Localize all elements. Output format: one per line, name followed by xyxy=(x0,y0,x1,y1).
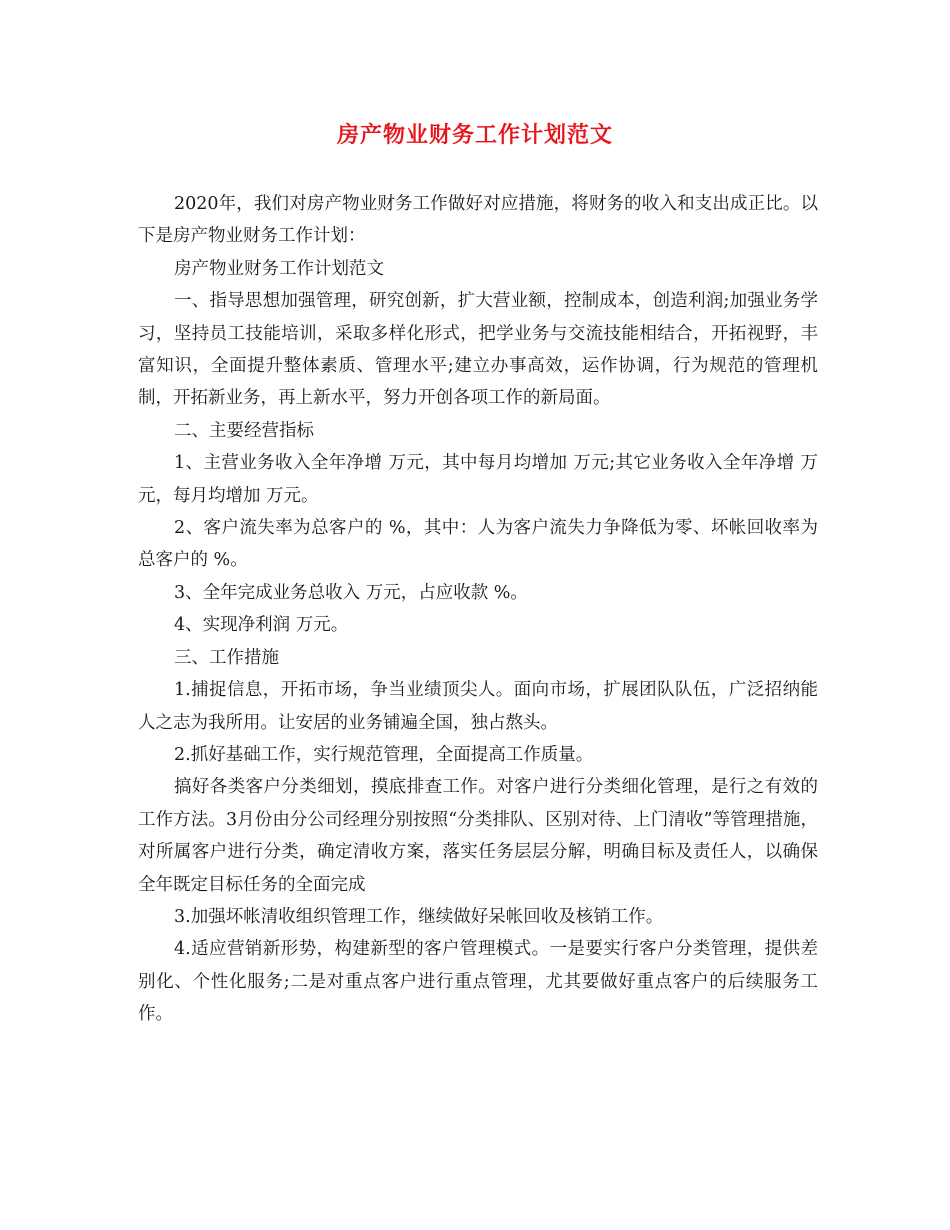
paragraph-measure-4: 4.适应营销新形势，构建新型的客户管理模式。一是要实行客户分类管理，提供差别化、个性化服务;二是对重点客户进行重点管理，尤其要做好重点客户的后续服务工作。 xyxy=(138,939,818,1025)
paragraph-section-2-heading: 二、主要经营指标 xyxy=(174,420,314,441)
paragraph-indicator-3: 3、全年完成业务总收入 万元，占应收款 %。 xyxy=(174,582,528,603)
paragraph-indicator-2: 2、客户流失率为总客户的 %，其中：人为客户流失力争降低为零、坏帐回收率为总客户的 %。 xyxy=(138,518,818,571)
document-body xyxy=(138,188,818,1031)
paragraph-measure-2: 2.抓好基础工作，实行规范管理，全面提高工作质量。 xyxy=(174,744,594,765)
paragraph-indicator-1: 1、主营业务收入全年净增 万元，其中每月均增加 万元;其它业务收入全年净增 万元，每月均增加 万元。 xyxy=(138,453,818,506)
document-title: 房产物业财务工作计划范文 xyxy=(336,122,613,148)
paragraph-section-3-heading: 三、工作措施 xyxy=(174,647,279,668)
paragraph-measure-2-detail: 搞好各类客户分类细划，摸底排查工作。对客户进行分类细化管理，是行之有效的工作方法。3月份由分公司经理分别按照“分类排队、区别对待、上门清收”等管理措施，对所属客户进行分类，确定清收方案，落实任务层层分解，明确目标及责任人，以确保全年既定目标任务的全面完成 xyxy=(138,777,818,895)
paragraph-subtitle: 房产物业财务工作计划范文 xyxy=(174,258,384,279)
paragraph-section-1: 一、指导思想加强管理，研究创新，扩大营业额，控制成本，创造利润;加强业务学习，坚持员工技能培训，采取多样化形式，把学业务与交流技能相结合，开拓视野，丰富知识，全面提升整体素质、管理水平;建立办事高效，运作协调，行为规范的管理机制，开拓新业务，再上新水平，努力开创各项工作的新局面。 xyxy=(138,291,818,409)
paragraph-indicator-4: 4、实现净利润 万元。 xyxy=(174,615,349,636)
paragraph-measure-3: 3.加强坏帐清收组织管理工作，继续做好呆帐回收及核销工作。 xyxy=(174,906,664,927)
paragraph-measure-1: 1.捕捉信息，开拓市场，争当业绩顶尖人。面向市场，扩展团队队伍，广泛招纳能人之志为我所用。让安居的业务铺遍全国，独占熬头。 xyxy=(138,680,818,733)
paragraph-intro: 2020年，我们对房产物业财务工作做好对应措施，将财务的收入和支出成正比。以下是房产物业财务工作计划： xyxy=(138,194,818,247)
